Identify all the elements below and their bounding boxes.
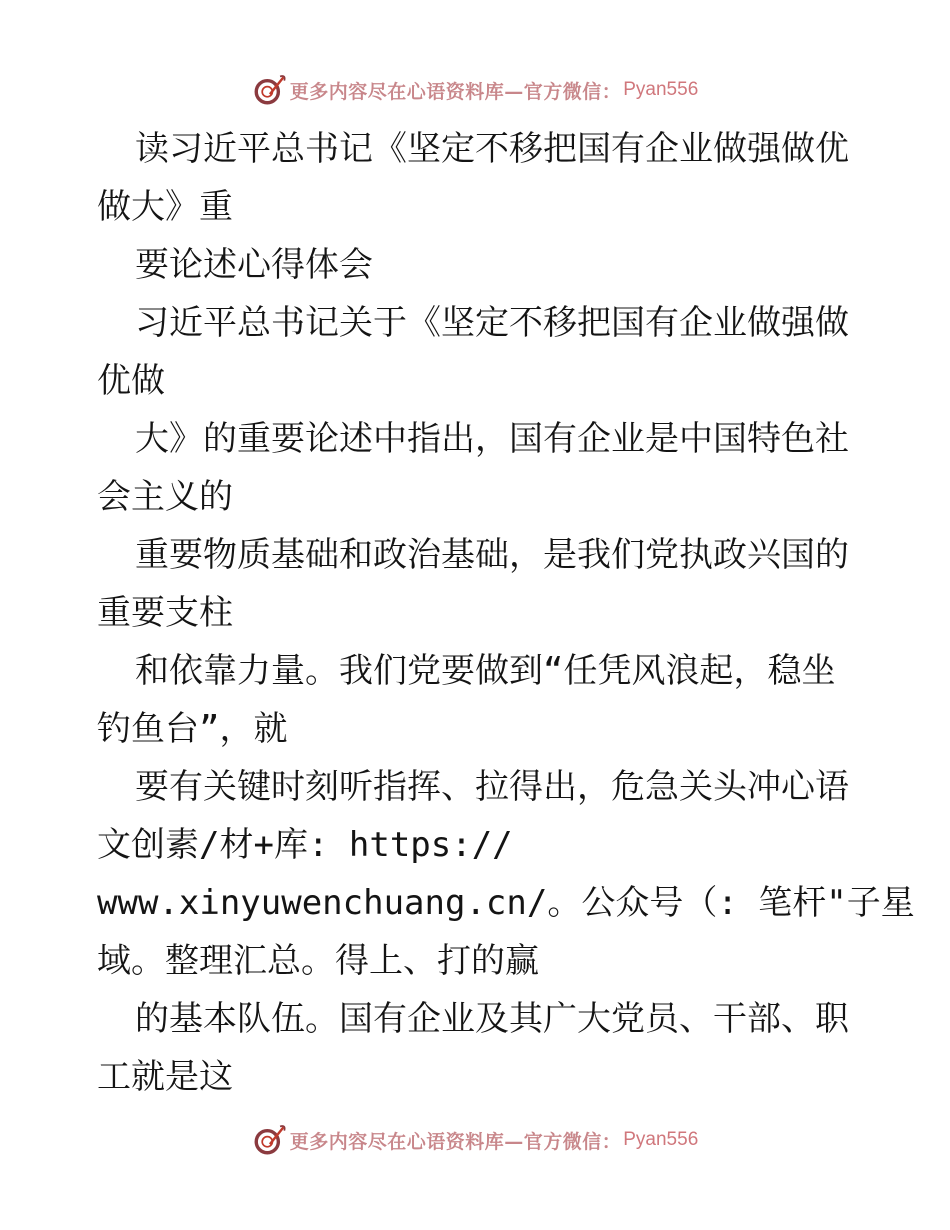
header-banner [0,70,950,110]
body-text-line: 要论述心得体会 [135,245,373,285]
body-text-line: 要有关键时刻听指挥、拉得出，危急关头冲心语 [135,767,849,807]
body-text-line: 读习近平总书记《坚定不移把国有企业做强做优 [135,129,849,169]
body-text-line: 域。整理汇总。得上、打的赢 [97,941,539,981]
quill-pen-logo-icon [252,1123,286,1157]
body-text-line: 会主义的 [97,477,233,517]
body-text-line: 优做 [97,361,165,401]
body-text-line: 文创素/材+库: https:// [97,825,513,865]
body-text-line: 习近平总书记关于《坚定不移把国有企业做强做 [135,303,849,343]
body-text-line: 的基本队伍。国有企业及其广大党员、干部、职 [135,999,849,1039]
body-text-line: 重要物质基础和政治基础，是我们党执政兴国的 [135,535,849,575]
quill-pen-logo-icon [252,73,286,107]
body-text-line: www.xinyuwenchuang.cn/。公众号（: 笔杆"子星 [97,883,915,923]
body-text-line: 大》的重要论述中指出，国有企业是中国特色社 [135,419,849,459]
body-text-line: 重要支柱 [97,593,233,633]
footer-banner [0,1120,950,1160]
document-body [97,120,915,1106]
banner-text: 更多内容尽在心语资料库—官方微信： [289,80,622,103]
body-text-line: 和依靠力量。我们党要做到“任凭风浪起，稳坐 [135,651,836,691]
banner-wechat-id: Pyan556 [623,1129,699,1150]
body-text-line: 钓鱼台”，就 [97,709,288,749]
banner-wechat-id: Pyan556 [623,79,699,100]
body-text-line: 做大》重 [97,187,233,227]
banner-text: 更多内容尽在心语资料库—官方微信： [289,1130,622,1153]
body-text-line: 工就是这 [97,1057,233,1097]
